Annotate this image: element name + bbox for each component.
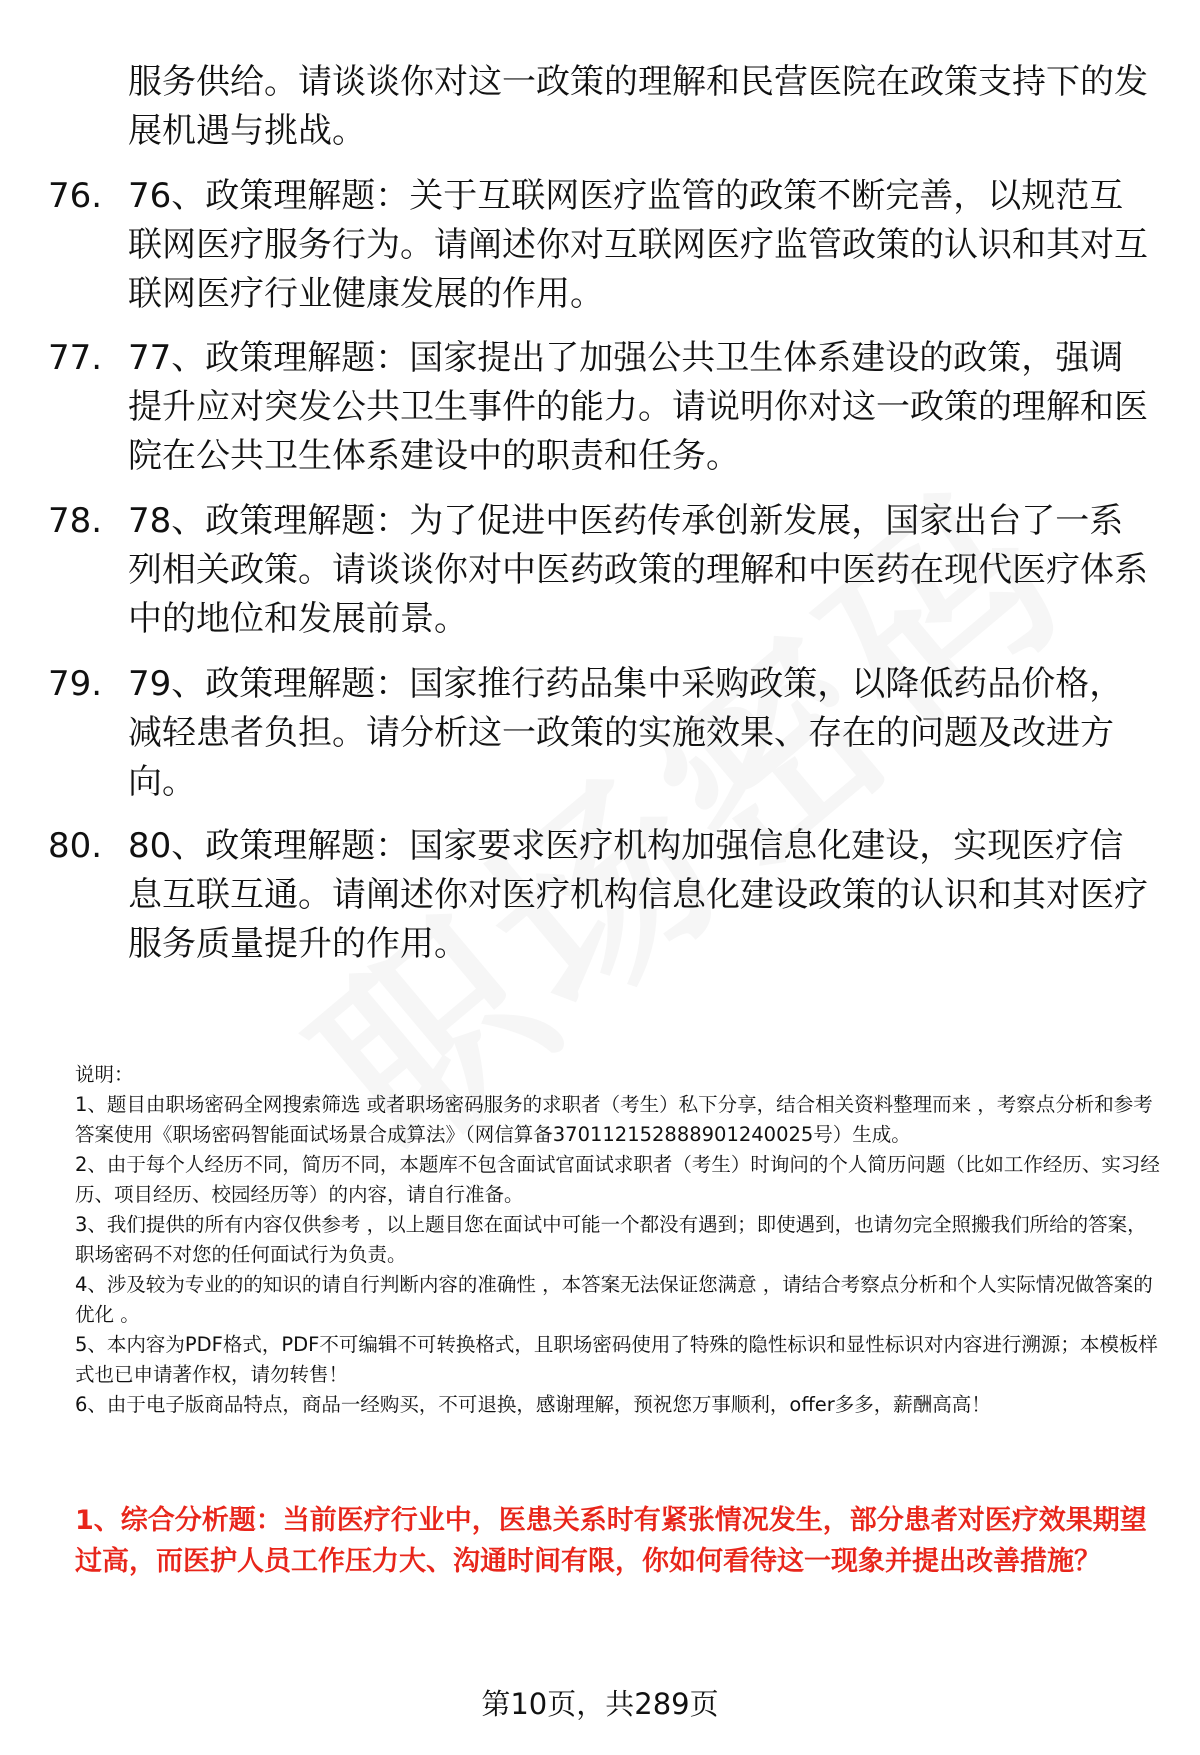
question-number: 78.	[48, 501, 103, 541]
question-76	[48, 172, 1158, 319]
question-text: 77、政策理解题：国家提出了加强公共卫生体系建设的政策，强调提升应对突发公共卫生事件的能力。请说明你对这一政策的理解和医院在公共卫生体系建设中的职责和任务。	[128, 338, 1148, 476]
note-item: 3、我们提供的所有内容仅供参考 ，以上题目您在面试中可能一个都没有遇到；即使遇到，也请勿完全照搬我们所给的答案，职场密码不对您的任何面试行为负责。	[75, 1213, 1147, 1266]
question-number: 79.	[48, 664, 103, 704]
question-continuation: 服务供给。请谈谈你对这一政策的理解和民营医院在政策支持下的发展机遇与挑战。	[128, 62, 1148, 151]
note-item: 6、由于电子版商品特点，商品一经购买，不可退换，感谢理解，预祝您万事顺利，offer多多，薪酬高高！	[75, 1393, 991, 1416]
question-number: 76.	[48, 176, 103, 216]
notes-section	[75, 1060, 1160, 1420]
question-number: 77.	[48, 338, 103, 378]
note-item: 4、涉及较为专业的的知识的请自行判断内容的准确性 ，本答案无法保证您满意 ，请结合考察点分析和个人实际情况做答案的优化 。	[75, 1273, 1153, 1326]
notes-title: 说明：	[75, 1063, 134, 1086]
question-text: 76、政策理解题：关于互联网医疗监管的政策不断完善，以规范互联网医疗服务行为。请阐述你对互联网医疗监管政策的认识和其对互联网医疗行业健康发展的作用。	[128, 176, 1148, 314]
note-item: 2、由于每个人经历不同，简历不同，本题库不包含面试官面试求职者（考生）时询问的个人简历问题（比如工作经历、实习经历、项目经历、校园经历等）的内容，请自行准备。	[75, 1153, 1160, 1206]
question-78	[48, 497, 1158, 644]
question-text: 79、政策理解题：国家推行药品集中采购政策，以降低药品价格，减轻患者负担。请分析这一政策的实施效果、存在的问题及改进方向。	[128, 664, 1124, 802]
question-text: 78、政策理解题：为了促进中医药传承创新发展，国家出台了一系列相关政策。请谈谈你对中医药政策的理解和中医药在现代医疗体系中的地位和发展前景。	[128, 501, 1148, 639]
question-79	[48, 660, 1158, 807]
question-80	[48, 822, 1158, 969]
question-number: 80.	[48, 826, 103, 866]
highlight-question: 1、综合分析题：当前医疗行业中，医患关系时有紧张情况发生，部分患者对医疗效果期望过高，而医护人员工作压力大、沟通时间有限，你如何看待这一现象并提出改善措施？	[75, 1505, 1147, 1577]
note-item: 1、题目由职场密码全网搜索筛选 或者职场密码服务的求职者（考生）私下分享，结合相关资料整理而来 ，考察点分析和参考答案使用《职场密码智能面试场景合成算法》（网信算备370112152888901240025号）生成。	[75, 1093, 1153, 1146]
question-77	[48, 334, 1158, 481]
question-text: 80、政策理解题：国家要求医疗机构加强信息化建设，实现医疗信息互联互通。请阐述你对医疗机构信息化建设政策的认识和其对医疗服务质量提升的作用。	[128, 826, 1148, 964]
note-item: 5、本内容为PDF格式，PDF不可编辑不可转换格式，且职场密码使用了特殊的隐性标识和显性标识对内容进行溯源；本模板样式也已申请著作权，请勿转售！	[75, 1333, 1158, 1386]
page-number: 第10页，共289页	[481, 1687, 719, 1721]
